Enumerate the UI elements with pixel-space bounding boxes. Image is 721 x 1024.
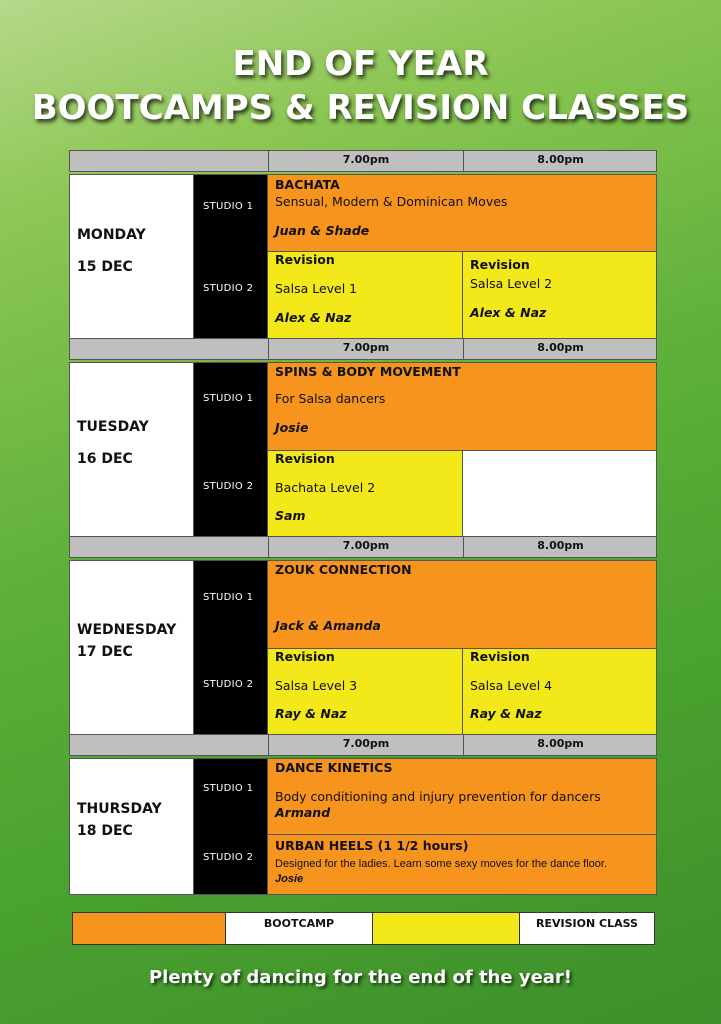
day-date: 15 DEC (77, 259, 133, 275)
title-line-2: BOOTCAMPS & REVISION CLASSES (31, 88, 690, 128)
time-header-row (69, 536, 657, 558)
class-title: Revision (470, 257, 530, 272)
time-7pm: 7.00pm (268, 537, 463, 557)
class-cell-revision (267, 251, 463, 339)
legend-label-revision: REVISION CLASS (520, 913, 654, 944)
class-cell-bootcamp (267, 834, 657, 895)
day-name: TUESDAY (77, 419, 149, 435)
studio-2-label: STUDIO 2 (203, 283, 254, 294)
class-cell-bootcamp (267, 174, 657, 252)
studio-1-label: STUDIO 1 (203, 592, 254, 603)
class-desc: Salsa Level 1 (275, 281, 358, 296)
time-8pm: 8.00pm (463, 339, 657, 359)
class-title: Revision (275, 252, 335, 267)
class-title: SPINS & BODY MOVEMENT (275, 364, 461, 379)
class-title: ZOUK CONNECTION (275, 562, 412, 577)
class-title: Revision (275, 649, 335, 664)
legend (72, 912, 655, 945)
footer-tagline: Plenty of dancing for the end of the year! (148, 967, 573, 988)
studio-column (193, 174, 269, 339)
class-instructors: Alex & Naz (470, 305, 547, 320)
class-cell-bootcamp (267, 560, 657, 649)
class-cell-revision (267, 450, 463, 537)
day-name: WEDNESDAY (77, 622, 177, 638)
class-desc: Body conditioning and injury prevention for dancers (275, 789, 601, 804)
time-header-row (69, 338, 657, 360)
day-cell-wednesday (69, 560, 194, 735)
class-desc: Salsa Level 2 (470, 276, 553, 291)
day-cell-thursday (69, 758, 194, 895)
class-instructors: Josie (275, 873, 304, 885)
class-instructors: Josie (275, 420, 309, 435)
legend-swatch-revision (373, 913, 520, 944)
time-header-row (69, 734, 657, 756)
studio-column (193, 362, 269, 537)
legend-swatch-bootcamp (73, 913, 226, 944)
studio-1-label: STUDIO 1 (203, 201, 254, 212)
class-cell-revision (462, 251, 657, 339)
time-8pm: 8.00pm (463, 537, 657, 557)
day-cell-tuesday (69, 362, 194, 537)
day-date: 16 DEC (77, 451, 133, 467)
class-instructors: Juan & Shade (275, 223, 370, 238)
class-desc: For Salsa dancers (275, 391, 386, 406)
class-instructors: Ray & Naz (275, 706, 347, 721)
time-7pm: 7.00pm (268, 151, 463, 171)
class-cell-revision (267, 648, 463, 735)
class-instructors: Jack & Amanda (275, 618, 381, 633)
class-title: BACHATA (275, 177, 340, 192)
class-desc: Sensual, Modern & Dominican Moves (275, 194, 508, 209)
studio-2-label: STUDIO 2 (203, 679, 254, 690)
studio-column (193, 560, 269, 735)
day-date: 18 DEC (77, 823, 133, 839)
class-instructors: Armand (275, 805, 331, 820)
legend-label-bootcamp: BOOTCAMP (226, 913, 373, 944)
day-date: 17 DEC (77, 644, 133, 660)
studio-1-label: STUDIO 1 (203, 393, 254, 404)
class-title: URBAN HEELS (1 1/2 hours) (275, 838, 469, 853)
title-line-1: END OF YEAR (232, 44, 489, 84)
studio-column (193, 758, 269, 895)
class-instructors: Ray & Naz (470, 706, 542, 721)
class-desc: Salsa Level 4 (470, 678, 553, 693)
class-cell-revision (462, 648, 657, 735)
day-name: MONDAY (77, 227, 146, 243)
empty-slot (462, 450, 657, 537)
class-cell-bootcamp (267, 362, 657, 451)
day-cell-monday (69, 174, 194, 339)
class-cell-bootcamp (267, 758, 657, 835)
class-instructors: Sam (275, 508, 306, 523)
studio-2-label: STUDIO 2 (203, 481, 254, 492)
class-instructors: Alex & Naz (275, 310, 352, 325)
class-desc: Bachata Level 2 (275, 480, 376, 495)
class-title: DANCE KINETICS (275, 760, 393, 775)
studio-2-label: STUDIO 2 (203, 852, 254, 863)
studio-1-label: STUDIO 1 (203, 783, 254, 794)
time-7pm: 7.00pm (268, 339, 463, 359)
class-desc: Designed for the ladies. Learn some sexy moves for the dance floor. (275, 858, 608, 870)
time-8pm: 8.00pm (463, 151, 657, 171)
time-8pm: 8.00pm (463, 735, 657, 755)
class-desc: Salsa Level 3 (275, 678, 358, 693)
class-title: Revision (275, 451, 335, 466)
day-name: THURSDAY (77, 801, 162, 817)
time-7pm: 7.00pm (268, 735, 463, 755)
class-title: Revision (470, 649, 530, 664)
time-header-row (69, 150, 657, 172)
